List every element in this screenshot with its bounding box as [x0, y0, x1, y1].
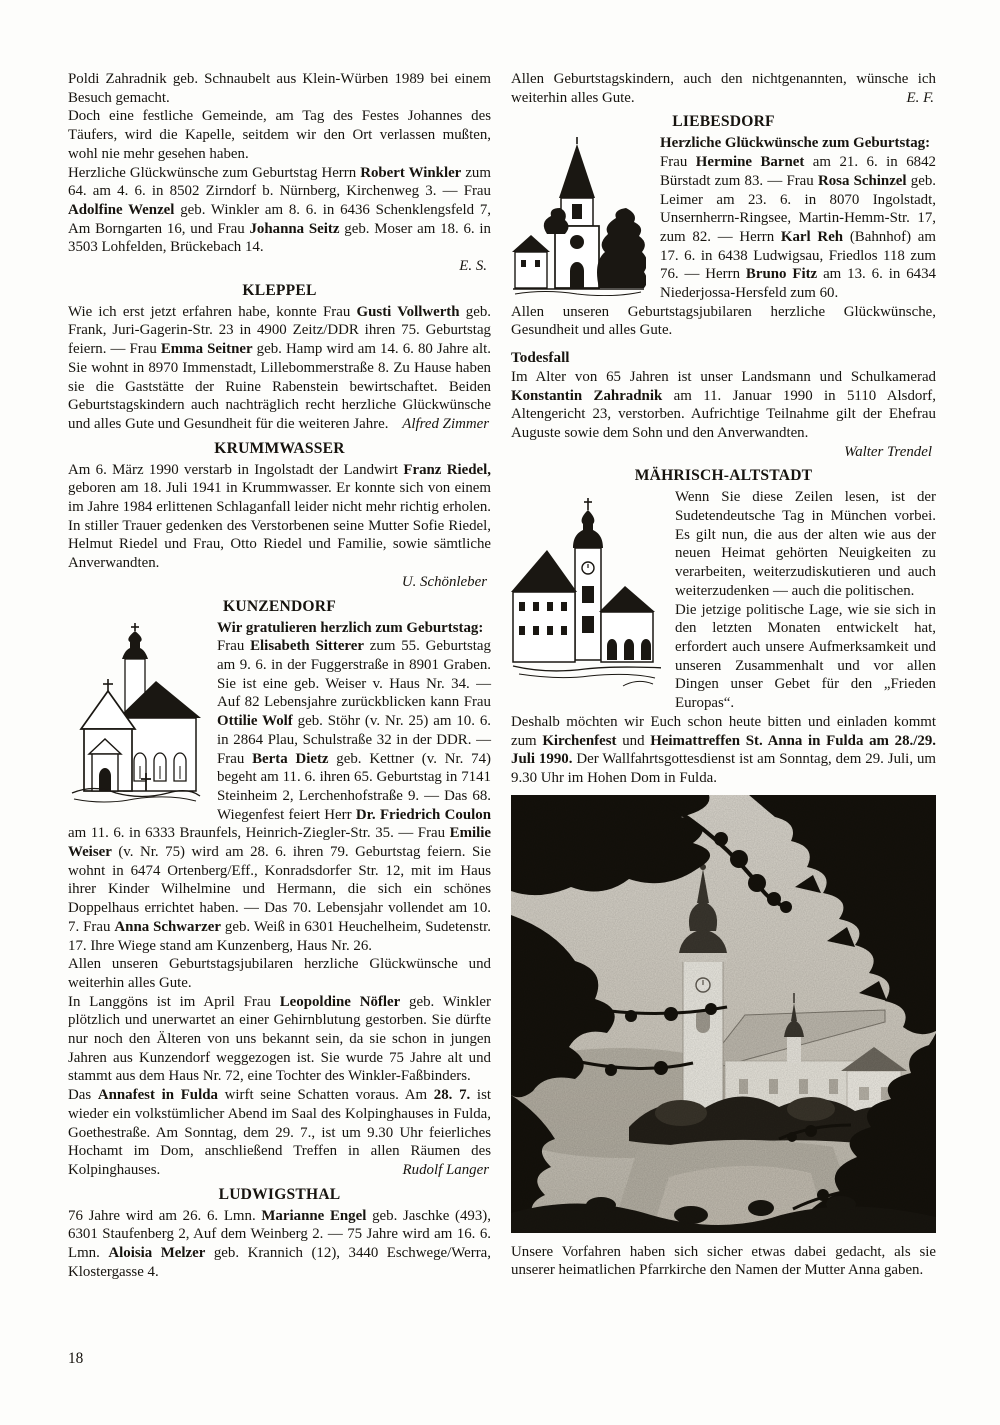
signature: Walter Trendel: [844, 443, 932, 460]
left-column: [68, 70, 491, 1281]
signature: U. Schönleber: [401, 573, 487, 590]
paragraph-death-notice: In Langgöns ist im April Frau Leopoldine Nöfler geb. Winkler plötzlich und unerwartet an einer Gehirnblutung gestorben. Sie dürfte nur noch den Älteren von uns bekannt sein, da sie schon in jungen Jahren aus Kunzendorf weggezogen ist. Sie wurde 75 Jahre alt und stammt aus dem Haus Nr. 72, eine Tochter des Winkler-Faßbinders.: [68, 993, 491, 1085]
paragraph-obituary: Im Alter von 65 Jahren ist unser Landsmann und Schulkamerad Konstantin Zahradnik am 11. Januar 1990 in 5110 Alsdorf, Altengericht 23, verstorben. Aufrichtige Teilnahme gilt der Ehefrau Auguste sowie dem Sohn und den Anverwandten.: [511, 368, 936, 441]
church-photograph: [511, 795, 936, 1233]
church-among-trees-photo: [511, 795, 936, 1233]
paragraph-invitation: Deshalb möchten wir Euch schon heute bitten und einladen kommt zum Kirchenfest und Heimattreffen St. Anna in Fulda am 28./29. Juli 1990. Der Wallfahrtsgottesdienst ist am Sonntag, dem 29. Juli, um 9.30 Uhr im Hohen Dom in Fulda.: [511, 713, 937, 786]
paragraph-continued-article: Poldi Zahradnik geb. Schnaubelt aus Klein-Würben 1989 bei einem Besuch gemacht.: [68, 71, 491, 106]
page-number: 18: [68, 1350, 84, 1367]
paragraph: Allen unseren Geburtstagsjubilaren herzliche Glückwünsche, Gesundheit und alles Gute.: [511, 303, 936, 339]
heading-kleppel: KLEPPEL: [242, 281, 317, 299]
kunzendorf-intro-line: Wir gratulieren herzlich zum Geburtstag:: [217, 619, 484, 636]
paragraph: Allen unseren Geburtstagsjubilaren herzliche Glückwünsche und weiterhin alles Gute.: [68, 956, 491, 991]
paragraph-birthday-wishes: Herzliche Glückwünsche zum Geburtstag Herrn Robert Winkler zum 64. am 4. 6. in 8502 Zirndorf b. Nürnberg, Kirchenweg 3. — Frau Adolfine Wenzel geb. Winkler am 8. 6. in 6436 Schenklengsfeld 7, Am Borngarten 16, und Frau Johanna Seitz geb. Moser am 18. 6. in 3503 Lohfelden, Brückebach 14.: [68, 164, 492, 256]
paragraph-obituary: Am 6. März 1990 verstarb in Ingolstadt der Landwirt Franz Riedel, geboren am 18. Juli 1941 in Krummwasser. Er konnte sich von einem im Jahre 1984 erlittenen Schlaganfall leider nicht mehr richtig erholen. In stiller Trauer gedenken des Verstorbenen seine Mutter Sofie Riedel, Helmut Riedel und Frau, Otto Riedel und Familie, sowie sämtliche Anverwandten.: [68, 461, 491, 572]
heading-kunzendorf: KUNZENDORF: [223, 597, 336, 615]
paragraph-birthday-list: Frau Hermine Barnet am 21. 6. in 6842 Bürstadt zum 83. — Frau Rosa Schinzel geb. Leimer am 23. 6. in 8070 Ingolstadt, Unsernherrn-Ringsee, Martin-Hemm-Str. 17, zum 82. — Herrn Karl Reh (Bahnhof) am 17. 6. in 6438 Ludwigsau, Friedlos 118 zum 76. — Herrn Bruno Fitz am 13. 6. in 6434 Niederjossa-Hersfeld zum 60.: [660, 154, 936, 302]
heading-ludwigsthal: LUDWIGSTHAL: [218, 1185, 341, 1203]
paragraph: Die jetzige politische Lage, wie sie sich in den letzten Monaten entwickelt hat, erfordert auch unsere Aufmerksamkeit und unseren Zusammenhalt und vor allen Dingen unser Gebet für den „Frieden Europas“.: [675, 601, 936, 712]
signature: E. S.: [459, 258, 487, 275]
paragraph-annafest: Das Annafest in Fulda wirft seine Schatten voraus. Am 28. 7. ist wieder ein volkstümlicher Abend im Saal des Kolpinghauses in Fulda, Goethestraße. Am Sonntag, dem 29. 7., ist um 9.30 Uhr feierliches Hochamt im Dom, anschließend Treffen in allen Räumen des Kolpinghauses. Rudolf Langer: [68, 1087, 491, 1178]
paragraph-birthday-list: Frau Elisabeth Sitterer zum 55. Geburtstag am 9. 6. in der Fuggerstraße in 8901 Graben. Sie ist eine geb. Weiser v. Haus Nr. 34. — Auf 82 Lebensjahre zurückblicken kann Frau Ottilie Wolf geb. Stöhr (v. Nr. 25) am 10. 6. in 2864 Plau, Schulstraße 32 in der DDR. — Frau Berta Dietz geb. Kettner (v. Nr. 74) begeht am 11. 6. ihren 65. Geburtstag in 7141 Steinheim 2, Lerchenhofstraße 9. — Das 68. Wiegenfest feiert Herr Dr. Friedrich Coulon am 11. 6. in 6333 Braunfels, Heinrich-Ziegler-Str. 35. — Frau Emilie Weiser (v. Nr. 75) wird am 28. 6. ihren 79. Geburtstag feiern. Sie wohnt in 6474 Ortenberg/Eff., Konradsdorfer Str. 12, mit im Haus ihrer Kinder Wilhelmine und Hermann, die sich ein schönes Doppelhaus errichtet haben. — Das 70. Lebensjahr vollendet am 10. 7. Frau Anna Schwarzer geb. Weiß in 6301 Heuchelheim, Sudetenstr. 17. Ihre Wiege stand am Kunzenberg, Haus Nr. 26.: [68, 638, 491, 954]
heading-maehrisch-altstadt: MÄHRISCH-ALTSTADT: [634, 467, 813, 485]
photo-caption: Unsere Vorfahren haben sich sicher etwas dabei gedacht, als sie unserer heimatlichen Pfarrkirche den Namen der Mutter Anna gaben.: [511, 1243, 936, 1279]
paragraph: Wie ich erst jetzt erfahren habe, konnte Frau Gusti Vollwerth geb. Frank, Juri-Gagerin-Str. 23 in 4900 Zeitz/DDR ihren 75. Geburtstag feiern. — Frau Emma Seitner geb. Hamp wird am 14. 6. 80 Jahre alt. Sie wohnt in 8970 Immenstadt, Lillebommerstraße 8. Zu Hause haben sie die Gaststätte der Ruine Rabenstein bewirtschaftet. Beiden Geburtstagskindern auch nachträglich recht herzliche Glückwünsche und alles Gute und Gesundheit für die weiteren Jahre. Alfred Zimmer: [68, 303, 492, 432]
liebesdorf-intro-line: Herzliche Glückwünsche zum Geburtstag:: [660, 135, 931, 152]
paragraph: Allen Geburtstagskindern, auch den nichtgenannten, wünsche ich weiterhin alles Gute. E. F.: [511, 71, 936, 106]
right-column: [511, 70, 936, 1280]
paragraph: Doch eine festliche Gemeinde, am Tag des Festes Johannes des Täufers, wird die Kapelle, seitdem wir den Ort verlassen mußten, wohl nie mehr gesehen haben.: [68, 108, 491, 162]
kunzendorf-section: [68, 619, 491, 956]
heading-krummwasser: KRUMMWASSER: [214, 439, 345, 457]
liebesdorf-section: [511, 134, 936, 302]
paragraph: 76 Jahre wird am 26. 6. Lmn. Marianne Engel geb. Jaschke (493), 6301 Staufenberg 2, Auf dem Weinberg 2. — 75 Jahre wird am 16. 6. Lmn. Aloisia Melzer geb. Krannich (12), 3440 Eschwege/Werra, Klostergasse 4.: [68, 1207, 491, 1280]
heading-todesfall: Todesfall: [511, 349, 570, 367]
paragraph: Wenn Sie diese Zeilen lesen, ist der Sudetendeutsche Tag in München vorbei. Es gilt nun, die aus der alten wie aus der neuen Heimat gehörten Neuigkeiten zu verarbeiten, weiterzudiskutieren und auch weiterzudenken — auch die politischen.: [675, 489, 936, 599]
heading-liebesdorf: LIEBESDORF: [672, 113, 775, 131]
maehrisch-altstadt-section: [511, 488, 936, 712]
